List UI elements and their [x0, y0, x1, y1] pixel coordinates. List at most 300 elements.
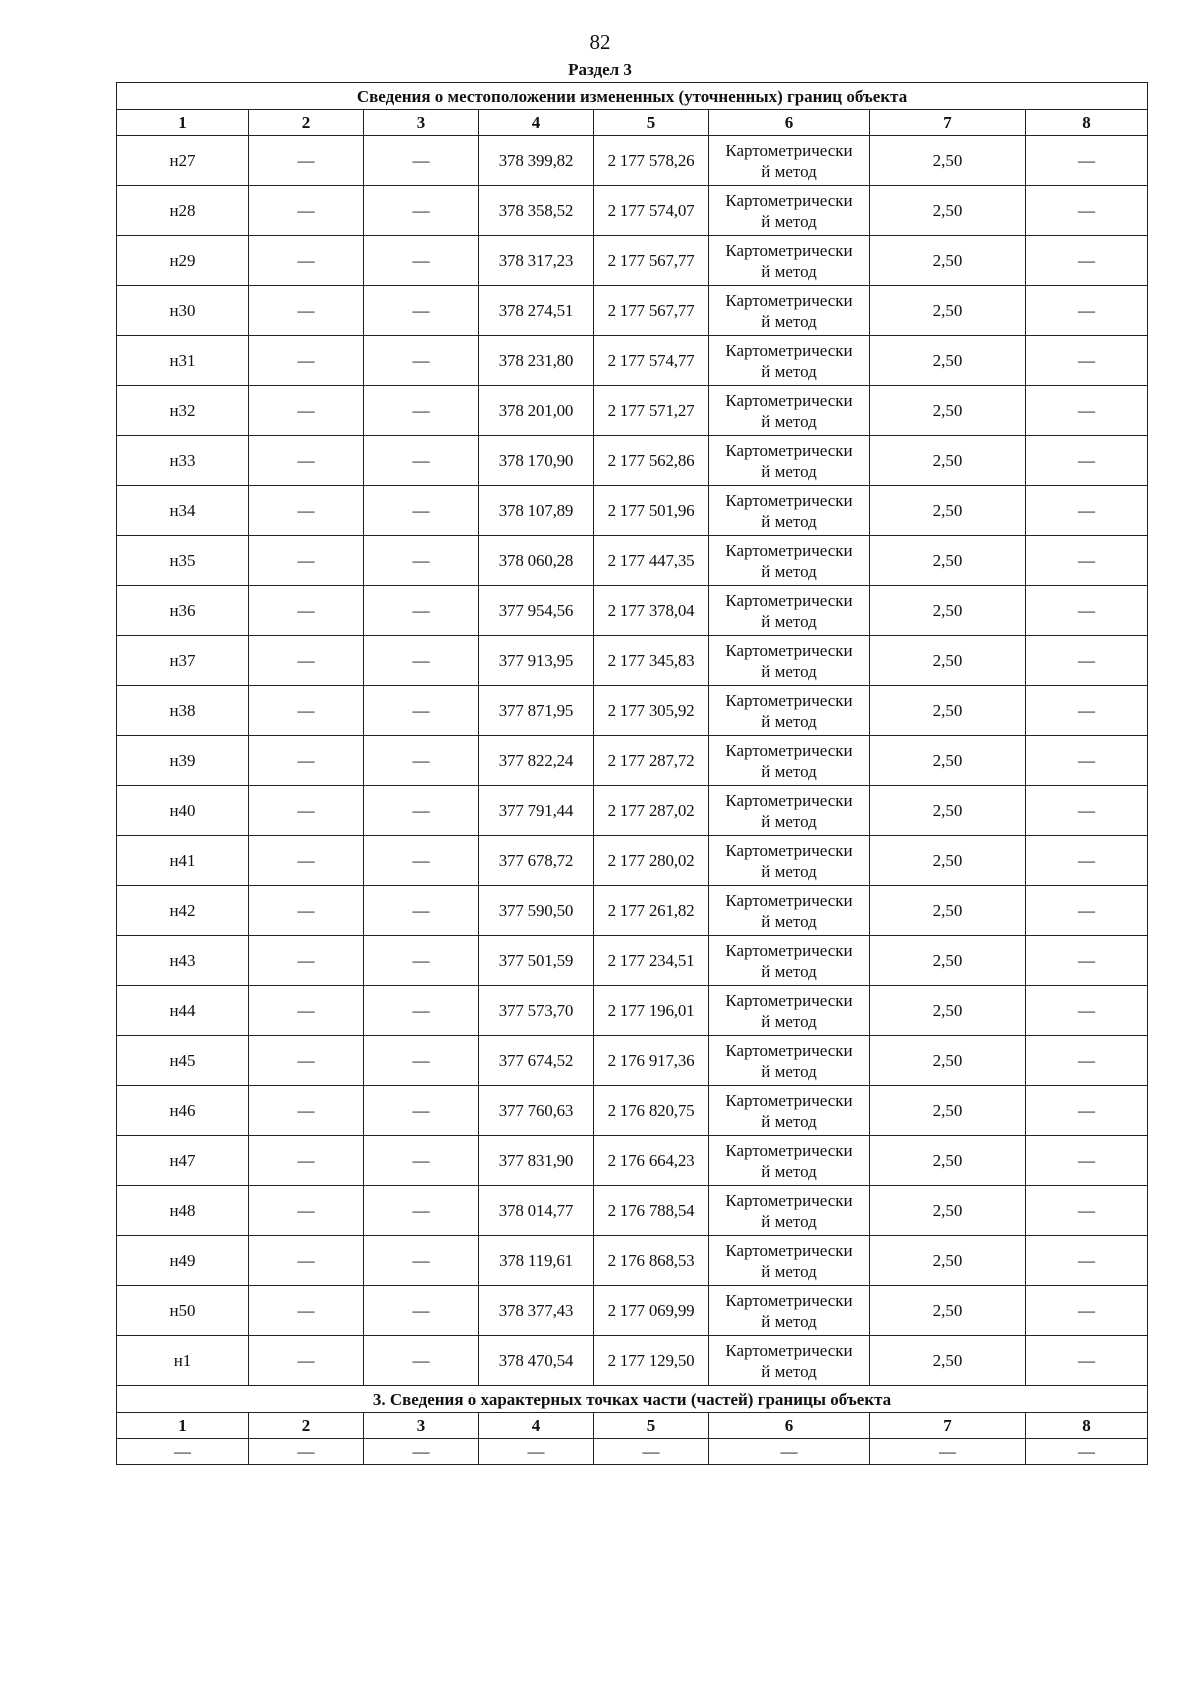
- table-row: [117, 386, 1148, 436]
- method-cell: [709, 386, 870, 436]
- method-cell: [709, 236, 870, 286]
- method-line-1: Картометрически: [725, 140, 853, 160]
- coordinate-y-cell: 2 176 820,75: [594, 1086, 709, 1136]
- column-number: 8: [1026, 1413, 1148, 1439]
- method-cell: [709, 336, 870, 386]
- column-2-cell: —: [249, 836, 364, 886]
- point-number-cell: н27: [117, 136, 249, 186]
- column-number: 6: [709, 1413, 870, 1439]
- column-3-cell: —: [364, 286, 479, 336]
- empty-cell: —: [364, 1439, 479, 1465]
- method-line-2: й метод: [761, 1011, 817, 1031]
- accuracy-cell: 2,50: [870, 386, 1026, 436]
- method-line-1: Картометрически: [725, 790, 853, 810]
- coordinate-x-cell: 378 231,80: [479, 336, 594, 386]
- point-number-cell: н35: [117, 536, 249, 586]
- coordinate-x-cell: 378 317,23: [479, 236, 594, 286]
- coordinate-y-cell: 2 177 447,35: [594, 536, 709, 586]
- coordinate-x-cell: 378 060,28: [479, 536, 594, 586]
- method-cell: [709, 986, 870, 1036]
- method-line-2: й метод: [761, 561, 817, 581]
- coordinate-y-cell: 2 177 571,27: [594, 386, 709, 436]
- point-number-cell: н43: [117, 936, 249, 986]
- table-row: [117, 1186, 1148, 1236]
- method-cell: [709, 886, 870, 936]
- table-row: [117, 1136, 1148, 1186]
- method-line-1: Картометрически: [725, 1090, 853, 1110]
- point-number-cell: н45: [117, 1036, 249, 1086]
- coordinate-y-cell: 2 177 287,72: [594, 736, 709, 786]
- table-title: Сведения о местоположении измененных (уточненных) границ объекта: [117, 83, 1148, 110]
- column-3-cell: —: [364, 1336, 479, 1386]
- coordinate-y-cell: 2 177 567,77: [594, 236, 709, 286]
- column-8-cell: —: [1026, 1286, 1148, 1336]
- method-line-2: й метод: [761, 1361, 817, 1381]
- column-number: 4: [479, 1413, 594, 1439]
- method-line-1: Картометрически: [725, 440, 853, 460]
- method-line-1: Картометрически: [725, 1240, 853, 1260]
- method-line-2: й метод: [761, 311, 817, 331]
- column-2-cell: —: [249, 536, 364, 586]
- column-number: 1: [117, 110, 249, 136]
- section3-empty-row: [117, 1439, 1148, 1465]
- column-number: 4: [479, 110, 594, 136]
- point-number-cell: н31: [117, 336, 249, 386]
- column-3-cell: —: [364, 186, 479, 236]
- accuracy-cell: 2,50: [870, 186, 1026, 236]
- column-8-cell: —: [1026, 386, 1148, 436]
- column-2-cell: —: [249, 936, 364, 986]
- coordinate-y-cell: 2 177 196,01: [594, 986, 709, 1036]
- column-number: 5: [594, 1413, 709, 1439]
- method-line-2: й метод: [761, 1111, 817, 1131]
- column-8-cell: —: [1026, 136, 1148, 186]
- column-8-cell: —: [1026, 1186, 1148, 1236]
- column-2-cell: —: [249, 1086, 364, 1136]
- coordinate-y-cell: 2 177 129,50: [594, 1336, 709, 1386]
- coordinate-x-cell: 377 674,52: [479, 1036, 594, 1086]
- coordinate-x-cell: 378 107,89: [479, 486, 594, 536]
- coordinate-x-cell: 378 377,43: [479, 1286, 594, 1336]
- column-2-cell: —: [249, 886, 364, 936]
- method-line-1: Картометрически: [725, 290, 853, 310]
- point-number-cell: н39: [117, 736, 249, 786]
- method-line-2: й метод: [761, 761, 817, 781]
- column-3-cell: —: [364, 736, 479, 786]
- coordinate-y-cell: 2 177 378,04: [594, 586, 709, 636]
- column-8-cell: —: [1026, 236, 1148, 286]
- table-row: [117, 336, 1148, 386]
- column-3-cell: —: [364, 386, 479, 436]
- column-2-cell: —: [249, 1136, 364, 1186]
- section-label: Раздел 3: [568, 60, 632, 79]
- column-3-cell: —: [364, 886, 479, 936]
- coordinate-x-cell: 378 014,77: [479, 1186, 594, 1236]
- coordinate-x-cell: 378 119,61: [479, 1236, 594, 1286]
- method-line-2: й метод: [761, 411, 817, 431]
- table-row: [117, 286, 1148, 336]
- column-number: 8: [1026, 110, 1148, 136]
- table-row: [117, 1086, 1148, 1136]
- method-line-1: Картометрически: [725, 740, 853, 760]
- column-8-cell: —: [1026, 686, 1148, 736]
- accuracy-cell: 2,50: [870, 1186, 1026, 1236]
- method-line-1: Картометрически: [725, 340, 853, 360]
- coordinate-y-cell: 2 177 280,02: [594, 836, 709, 886]
- coordinate-y-cell: 2 176 917,36: [594, 1036, 709, 1086]
- coordinate-y-cell: 2 177 578,26: [594, 136, 709, 186]
- column-2-cell: —: [249, 1186, 364, 1236]
- table-row: [117, 486, 1148, 536]
- method-line-1: Картометрически: [725, 1190, 853, 1210]
- accuracy-cell: 2,50: [870, 786, 1026, 836]
- coordinate-x-cell: 378 470,54: [479, 1336, 594, 1386]
- table-row: [117, 636, 1148, 686]
- coordinate-x-cell: 378 399,82: [479, 136, 594, 186]
- table-body: [117, 83, 1148, 1465]
- accuracy-cell: 2,50: [870, 236, 1026, 286]
- column-2-cell: —: [249, 636, 364, 686]
- table-row: [117, 1286, 1148, 1336]
- coordinate-x-cell: 377 831,90: [479, 1136, 594, 1186]
- column-2-cell: —: [249, 1286, 364, 1336]
- column-number: 7: [870, 1413, 1026, 1439]
- boundary-coordinates-table: [116, 82, 1148, 1465]
- method-line-1: Картометрически: [725, 940, 853, 960]
- table-row: [117, 536, 1148, 586]
- point-number-cell: н33: [117, 436, 249, 486]
- column-3-cell: —: [364, 1086, 479, 1136]
- method-line-1: Картометрически: [725, 690, 853, 710]
- point-number-cell: н38: [117, 686, 249, 736]
- method-line-2: й метод: [761, 261, 817, 281]
- accuracy-cell: 2,50: [870, 636, 1026, 686]
- empty-cell: —: [594, 1439, 709, 1465]
- table-row: [117, 1236, 1148, 1286]
- method-cell: [709, 1036, 870, 1086]
- method-cell: [709, 136, 870, 186]
- column-8-cell: —: [1026, 536, 1148, 586]
- point-number-cell: н1: [117, 1336, 249, 1386]
- method-cell: [709, 936, 870, 986]
- point-number-cell: н30: [117, 286, 249, 336]
- method-cell: [709, 536, 870, 586]
- column-2-cell: —: [249, 986, 364, 1036]
- column-2-cell: —: [249, 1036, 364, 1086]
- point-number-cell: н34: [117, 486, 249, 536]
- column-2-cell: —: [249, 136, 364, 186]
- table-row: [117, 736, 1148, 786]
- accuracy-cell: 2,50: [870, 436, 1026, 486]
- column-8-cell: —: [1026, 1036, 1148, 1086]
- table-row: [117, 836, 1148, 886]
- method-line-2: й метод: [761, 511, 817, 531]
- column-3-cell: —: [364, 436, 479, 486]
- method-line-2: й метод: [761, 611, 817, 631]
- column-number: 5: [594, 110, 709, 136]
- method-cell: [709, 1136, 870, 1186]
- method-line-2: й метод: [761, 661, 817, 681]
- coordinate-y-cell: 2 177 069,99: [594, 1286, 709, 1336]
- method-cell: [709, 636, 870, 686]
- coordinate-x-cell: 377 913,95: [479, 636, 594, 686]
- point-number-cell: н50: [117, 1286, 249, 1336]
- method-cell: [709, 686, 870, 736]
- column-number-row: [117, 110, 1148, 136]
- point-number-cell: н40: [117, 786, 249, 836]
- point-number-cell: н32: [117, 386, 249, 436]
- column-8-cell: —: [1026, 836, 1148, 886]
- method-line-2: й метод: [761, 961, 817, 981]
- method-line-1: Картометрически: [725, 840, 853, 860]
- column-number: 7: [870, 110, 1026, 136]
- method-line-2: й метод: [761, 1061, 817, 1081]
- column-number: 2: [249, 110, 364, 136]
- point-number-cell: н29: [117, 236, 249, 286]
- column-2-cell: —: [249, 686, 364, 736]
- coordinate-x-cell: 378 358,52: [479, 186, 594, 236]
- method-cell: [709, 736, 870, 786]
- column-2-cell: —: [249, 336, 364, 386]
- page-number: 82: [589, 30, 611, 54]
- coordinate-x-cell: 377 871,95: [479, 686, 594, 736]
- column-2-cell: —: [249, 386, 364, 436]
- column-3-cell: —: [364, 936, 479, 986]
- coordinate-y-cell: 2 177 574,07: [594, 186, 709, 236]
- method-cell: [709, 786, 870, 836]
- column-2-cell: —: [249, 236, 364, 286]
- method-line-1: Картометрически: [725, 540, 853, 560]
- column-3-cell: —: [364, 836, 479, 886]
- method-line-2: й метод: [761, 861, 817, 881]
- column-8-cell: —: [1026, 786, 1148, 836]
- coordinate-y-cell: 2 176 664,23: [594, 1136, 709, 1186]
- method-line-2: й метод: [761, 711, 817, 731]
- method-line-2: й метод: [761, 1261, 817, 1281]
- column-2-cell: —: [249, 286, 364, 336]
- column-3-cell: —: [364, 1136, 479, 1186]
- method-line-2: й метод: [761, 1311, 817, 1331]
- accuracy-cell: 2,50: [870, 736, 1026, 786]
- coordinate-y-cell: 2 177 305,92: [594, 686, 709, 736]
- column-3-cell: —: [364, 136, 479, 186]
- column-8-cell: —: [1026, 986, 1148, 1036]
- table-row: [117, 686, 1148, 736]
- column-2-cell: —: [249, 186, 364, 236]
- coordinate-y-cell: 2 177 234,51: [594, 936, 709, 986]
- accuracy-cell: 2,50: [870, 836, 1026, 886]
- table-row: [117, 136, 1148, 186]
- column-8-cell: —: [1026, 186, 1148, 236]
- accuracy-cell: 2,50: [870, 136, 1026, 186]
- coordinate-x-cell: 377 791,44: [479, 786, 594, 836]
- table-row: [117, 186, 1148, 236]
- column-number: 6: [709, 110, 870, 136]
- empty-cell: —: [870, 1439, 1026, 1465]
- method-cell: [709, 486, 870, 536]
- section3-title: 3. Сведения о характерных точках части (частей) границы объекта: [117, 1386, 1148, 1413]
- column-2-cell: —: [249, 736, 364, 786]
- table-row: [117, 436, 1148, 486]
- column-3-cell: —: [364, 536, 479, 586]
- coordinate-x-cell: 377 501,59: [479, 936, 594, 986]
- method-cell: [709, 1086, 870, 1136]
- coordinate-x-cell: 378 274,51: [479, 286, 594, 336]
- empty-cell: —: [249, 1439, 364, 1465]
- method-cell: [709, 1286, 870, 1336]
- column-8-cell: —: [1026, 1136, 1148, 1186]
- method-line-2: й метод: [761, 211, 817, 231]
- coordinate-y-cell: 2 177 261,82: [594, 886, 709, 936]
- table-row: [117, 1036, 1148, 1086]
- method-line-1: Картометрически: [725, 640, 853, 660]
- method-cell: [709, 1186, 870, 1236]
- column-2-cell: —: [249, 486, 364, 536]
- method-cell: [709, 836, 870, 886]
- column-3-cell: —: [364, 1036, 479, 1086]
- accuracy-cell: 2,50: [870, 886, 1026, 936]
- point-number-cell: н49: [117, 1236, 249, 1286]
- accuracy-cell: 2,50: [870, 1136, 1026, 1186]
- column-3-cell: —: [364, 986, 479, 1036]
- method-line-2: й метод: [761, 1161, 817, 1181]
- method-line-1: Картометрически: [725, 1140, 853, 1160]
- method-line-1: Картометрически: [725, 990, 853, 1010]
- column-8-cell: —: [1026, 1086, 1148, 1136]
- column-8-cell: —: [1026, 1236, 1148, 1286]
- table-row: [117, 586, 1148, 636]
- method-line-1: Картометрически: [725, 1290, 853, 1310]
- table-row: [117, 936, 1148, 986]
- point-number-cell: н37: [117, 636, 249, 686]
- accuracy-cell: 2,50: [870, 1086, 1026, 1136]
- method-line-1: Картометрически: [725, 590, 853, 610]
- method-line-1: Картометрически: [725, 1040, 853, 1060]
- accuracy-cell: 2,50: [870, 1236, 1026, 1286]
- method-line-2: й метод: [761, 1211, 817, 1231]
- point-number-cell: н46: [117, 1086, 249, 1136]
- coordinate-y-cell: 2 177 501,96: [594, 486, 709, 536]
- coordinate-x-cell: 378 170,90: [479, 436, 594, 486]
- column-8-cell: —: [1026, 1336, 1148, 1386]
- method-cell: [709, 1236, 870, 1286]
- column-3-cell: —: [364, 686, 479, 736]
- method-cell: [709, 186, 870, 236]
- column-8-cell: —: [1026, 436, 1148, 486]
- column-8-cell: —: [1026, 736, 1148, 786]
- coordinate-x-cell: 377 678,72: [479, 836, 594, 886]
- point-number-cell: н47: [117, 1136, 249, 1186]
- coordinate-x-cell: 378 201,00: [479, 386, 594, 436]
- coordinate-x-cell: 377 590,50: [479, 886, 594, 936]
- method-line-2: й метод: [761, 361, 817, 381]
- coordinate-x-cell: 377 573,70: [479, 986, 594, 1036]
- accuracy-cell: 2,50: [870, 536, 1026, 586]
- point-number-cell: н36: [117, 586, 249, 636]
- table-row: [117, 786, 1148, 836]
- method-line-2: й метод: [761, 161, 817, 181]
- accuracy-cell: 2,50: [870, 586, 1026, 636]
- point-number-cell: н48: [117, 1186, 249, 1236]
- column-2-cell: —: [249, 586, 364, 636]
- coordinate-y-cell: 2 177 562,86: [594, 436, 709, 486]
- accuracy-cell: 2,50: [870, 336, 1026, 386]
- empty-cell: —: [117, 1439, 249, 1465]
- coordinate-y-cell: 2 177 567,77: [594, 286, 709, 336]
- coordinate-y-cell: 2 177 574,77: [594, 336, 709, 386]
- column-8-cell: —: [1026, 636, 1148, 686]
- column-8-cell: —: [1026, 886, 1148, 936]
- method-line-2: й метод: [761, 911, 817, 931]
- column-8-cell: —: [1026, 936, 1148, 986]
- point-number-cell: н41: [117, 836, 249, 886]
- column-number: 2: [249, 1413, 364, 1439]
- section3-column-number-row: [117, 1413, 1148, 1439]
- coordinate-y-cell: 2 177 345,83: [594, 636, 709, 686]
- column-3-cell: —: [364, 336, 479, 386]
- column-3-cell: —: [364, 586, 479, 636]
- column-2-cell: —: [249, 786, 364, 836]
- coordinate-x-cell: 377 822,24: [479, 736, 594, 786]
- column-3-cell: —: [364, 786, 479, 836]
- method-line-1: Картометрически: [725, 390, 853, 410]
- column-number: 3: [364, 1413, 479, 1439]
- method-line-1: Картометрически: [725, 190, 853, 210]
- column-8-cell: —: [1026, 486, 1148, 536]
- coordinate-y-cell: 2 176 788,54: [594, 1186, 709, 1236]
- column-3-cell: —: [364, 236, 479, 286]
- column-8-cell: —: [1026, 336, 1148, 386]
- column-8-cell: —: [1026, 286, 1148, 336]
- table-title-row: [117, 83, 1148, 110]
- column-3-cell: —: [364, 1236, 479, 1286]
- coordinate-x-cell: 377 760,63: [479, 1086, 594, 1136]
- table-row: [117, 986, 1148, 1036]
- accuracy-cell: 2,50: [870, 1286, 1026, 1336]
- method-line-1: Картометрически: [725, 240, 853, 260]
- column-3-cell: —: [364, 636, 479, 686]
- empty-cell: —: [1026, 1439, 1148, 1465]
- column-2-cell: —: [249, 1236, 364, 1286]
- method-line-2: й метод: [761, 461, 817, 481]
- empty-cell: —: [709, 1439, 870, 1465]
- column-number: 1: [117, 1413, 249, 1439]
- column-3-cell: —: [364, 486, 479, 536]
- method-line-1: Картометрически: [725, 890, 853, 910]
- method-cell: [709, 1336, 870, 1386]
- empty-cell: —: [479, 1439, 594, 1465]
- accuracy-cell: 2,50: [870, 1336, 1026, 1386]
- column-8-cell: —: [1026, 586, 1148, 636]
- method-line-2: й метод: [761, 811, 817, 831]
- method-line-1: Картометрически: [725, 1340, 853, 1360]
- accuracy-cell: 2,50: [870, 286, 1026, 336]
- accuracy-cell: 2,50: [870, 986, 1026, 1036]
- table-row: [117, 1336, 1148, 1386]
- accuracy-cell: 2,50: [870, 936, 1026, 986]
- coordinate-x-cell: 377 954,56: [479, 586, 594, 636]
- column-2-cell: —: [249, 1336, 364, 1386]
- point-number-cell: н28: [117, 186, 249, 236]
- table-row: [117, 886, 1148, 936]
- section3-title-row: [117, 1386, 1148, 1413]
- accuracy-cell: 2,50: [870, 1036, 1026, 1086]
- point-number-cell: н44: [117, 986, 249, 1036]
- accuracy-cell: 2,50: [870, 686, 1026, 736]
- coordinate-y-cell: 2 177 287,02: [594, 786, 709, 836]
- table-row: [117, 236, 1148, 286]
- method-cell: [709, 586, 870, 636]
